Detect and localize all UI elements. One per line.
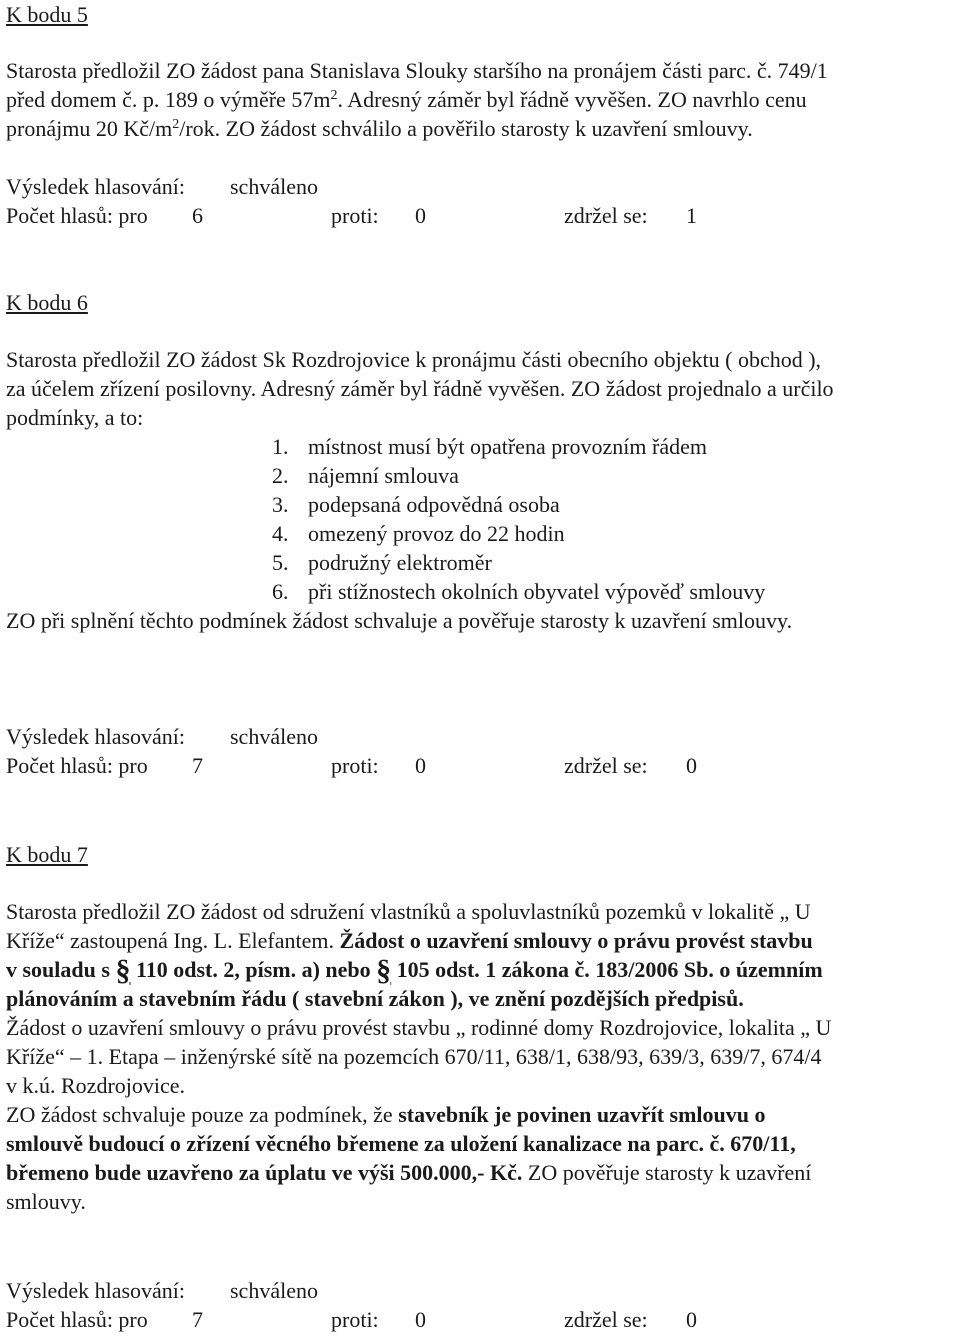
superscript: 2 — [172, 117, 180, 132]
vote-zdrzel-value: 1 — [686, 203, 697, 228]
paragraph-line: Starosta předložil ZO žádost od sdružení vlastníků a spoluvlastníků pozemků v lokalitě „ U — [6, 899, 811, 924]
vote-proti-label: proti: — [331, 203, 379, 228]
paragraph-line — [6, 1158, 811, 1187]
list-number: 3. — [272, 492, 289, 517]
list-number: 1. — [272, 434, 289, 459]
section-heading: K bodu 6 — [6, 290, 88, 315]
section-sign: § — [115, 954, 131, 987]
vote-result-value: schváleno — [230, 724, 318, 749]
paragraph-line: za účelem zřízení posilovny. Adresný záměr byl řádně vyvěšen. ZO žádost projednalo a určilo — [6, 376, 834, 401]
bold-text: 110 odst. 2, písm. a) nebo — [130, 957, 377, 982]
bold-text: v souladu s — [6, 957, 116, 982]
text-span: Kříže“ zastoupená Ing. L. Elefantem. — [6, 928, 340, 953]
bold-text: 105 odst. 1 zákona č. 183/2006 Sb. — [391, 957, 714, 982]
paragraph-line: Kříže“ – 1. Etapa – inženýrské sítě na pozemcích 670/11, 638/1, 638/93, 639/3, 639/7, 674/4 — [6, 1044, 822, 1069]
vote-zdrzel-label: zdržel se: — [564, 203, 648, 228]
vote-proti-label: proti: — [331, 753, 379, 778]
list-item — [272, 490, 560, 519]
paragraph-line: Starosta předložil ZO žádost Sk Rozdrojovice k pronájmu části obecního objektu ( obchod ), — [6, 347, 822, 372]
list-item — [272, 461, 459, 490]
paragraph-line — [6, 114, 753, 143]
vote-result-value: schváleno — [230, 1278, 318, 1303]
vote-zdrzel-value: 0 — [686, 753, 697, 778]
bold-text: stavebník je povinen uzavřít smlouvu o — [398, 1102, 766, 1127]
paragraph-line: plánováním a stavebním řádu ( stavební zákon ), ve znění pozdějších předpisů. — [6, 986, 744, 1011]
paragraph-line: ZO při splnění těchto podmínek žádost schvaluje a pověřuje starosty k uzavření smlouvy. — [6, 608, 793, 633]
vote-proti-label: proti: — [331, 1307, 379, 1332]
list-number: 4. — [272, 521, 289, 546]
vote-count-label: Počet hlasů: pro — [6, 753, 148, 778]
list-text: podepsaná odpovědná osoba — [308, 492, 560, 517]
vote-proti-value: 0 — [415, 1307, 426, 1332]
vote-pro-value: 6 — [192, 203, 203, 228]
vote-result-label: Výsledek hlasování: — [6, 1278, 186, 1303]
vote-zdrzel-value: 0 — [686, 1307, 697, 1332]
section-sign: § — [376, 954, 392, 987]
text-span: ZO žádost schvaluje pouze za podmínek, že — [6, 1102, 399, 1127]
paragraph-line — [6, 1100, 766, 1129]
list-number: 6. — [272, 579, 289, 604]
vote-zdrzel-label: zdržel se: — [564, 753, 648, 778]
vote-zdrzel-label: zdržel se: — [564, 1307, 648, 1332]
text-span: . Adresný záměr byl řádně vyvěšen. ZO navrhlo cenu — [337, 87, 807, 112]
vote-pro-value: 7 — [192, 1307, 203, 1332]
paragraph-line: smlouvě budoucí o zřízení věcného břemene za uložení kanalizace na parc. č. 670/11, — [6, 1131, 796, 1156]
list-item — [272, 519, 565, 548]
paragraph-line: v k.ú. Rozdrojovice. — [6, 1073, 186, 1098]
paragraph-line: Starosta předložil ZO žádost pana Stanislava Slouky staršího na pronájem části parc. č. 749/1 — [6, 58, 828, 83]
vote-count-label: Počet hlasů: pro — [6, 203, 148, 228]
vote-result-label: Výsledek hlasování: — [6, 174, 186, 199]
vote-count-label: Počet hlasů: pro — [6, 1307, 148, 1332]
list-number: 2. — [272, 463, 289, 488]
list-item — [272, 432, 707, 461]
text-span: /rok. ZO žádost schválilo a pověřilo starosty k uzavření smlouvy. — [179, 116, 753, 141]
paragraph-line: Žádost o uzavření smlouvy o právu provést stavbu „ rodinné domy Rozdrojovice, lokalita „ U — [6, 1015, 832, 1040]
section-heading: K bodu 5 — [6, 2, 88, 27]
list-number: 5. — [272, 550, 289, 575]
paragraph-line: smlouvy. — [6, 1189, 86, 1214]
superscript: 2 — [330, 88, 338, 103]
text-span: pronájmu 20 Kč/m — [6, 116, 173, 141]
list-text: podružný elektroměr — [308, 550, 492, 575]
paragraph-line: podmínky, a to: — [6, 405, 144, 430]
list-text: při stížnostech okolních obyvatel výpověď smlouvy — [308, 579, 766, 604]
vote-pro-value: 7 — [192, 753, 203, 778]
list-item — [272, 577, 765, 606]
bold-text: břemeno bude uzavřeno za úplatu ve výši 500.000,- Kč. — [6, 1160, 523, 1185]
text-span: před domem č. p. 189 o výměře 57m — [6, 87, 331, 112]
vote-result-value: schváleno — [230, 174, 318, 199]
list-item — [272, 548, 492, 577]
paragraph-line — [6, 926, 813, 955]
vote-proti-value: 0 — [415, 203, 426, 228]
paragraph-line — [6, 954, 823, 987]
bold-text: o územním — [713, 957, 823, 982]
section-heading: K bodu 7 — [6, 842, 88, 867]
paragraph-line — [6, 85, 807, 114]
vote-result-label: Výsledek hlasování: — [6, 724, 186, 749]
list-text: místnost musí být opatřena provozním řádem — [308, 434, 707, 459]
bold-text: Žádost o uzavření smlouvy o právu provést stavbu — [339, 928, 813, 953]
list-text: nájemní smlouva — [308, 463, 459, 488]
vote-proti-value: 0 — [415, 753, 426, 778]
list-text: omezený provoz do 22 hodin — [308, 521, 565, 546]
text-span: ZO pověřuje starosty k uzavření — [522, 1160, 812, 1185]
